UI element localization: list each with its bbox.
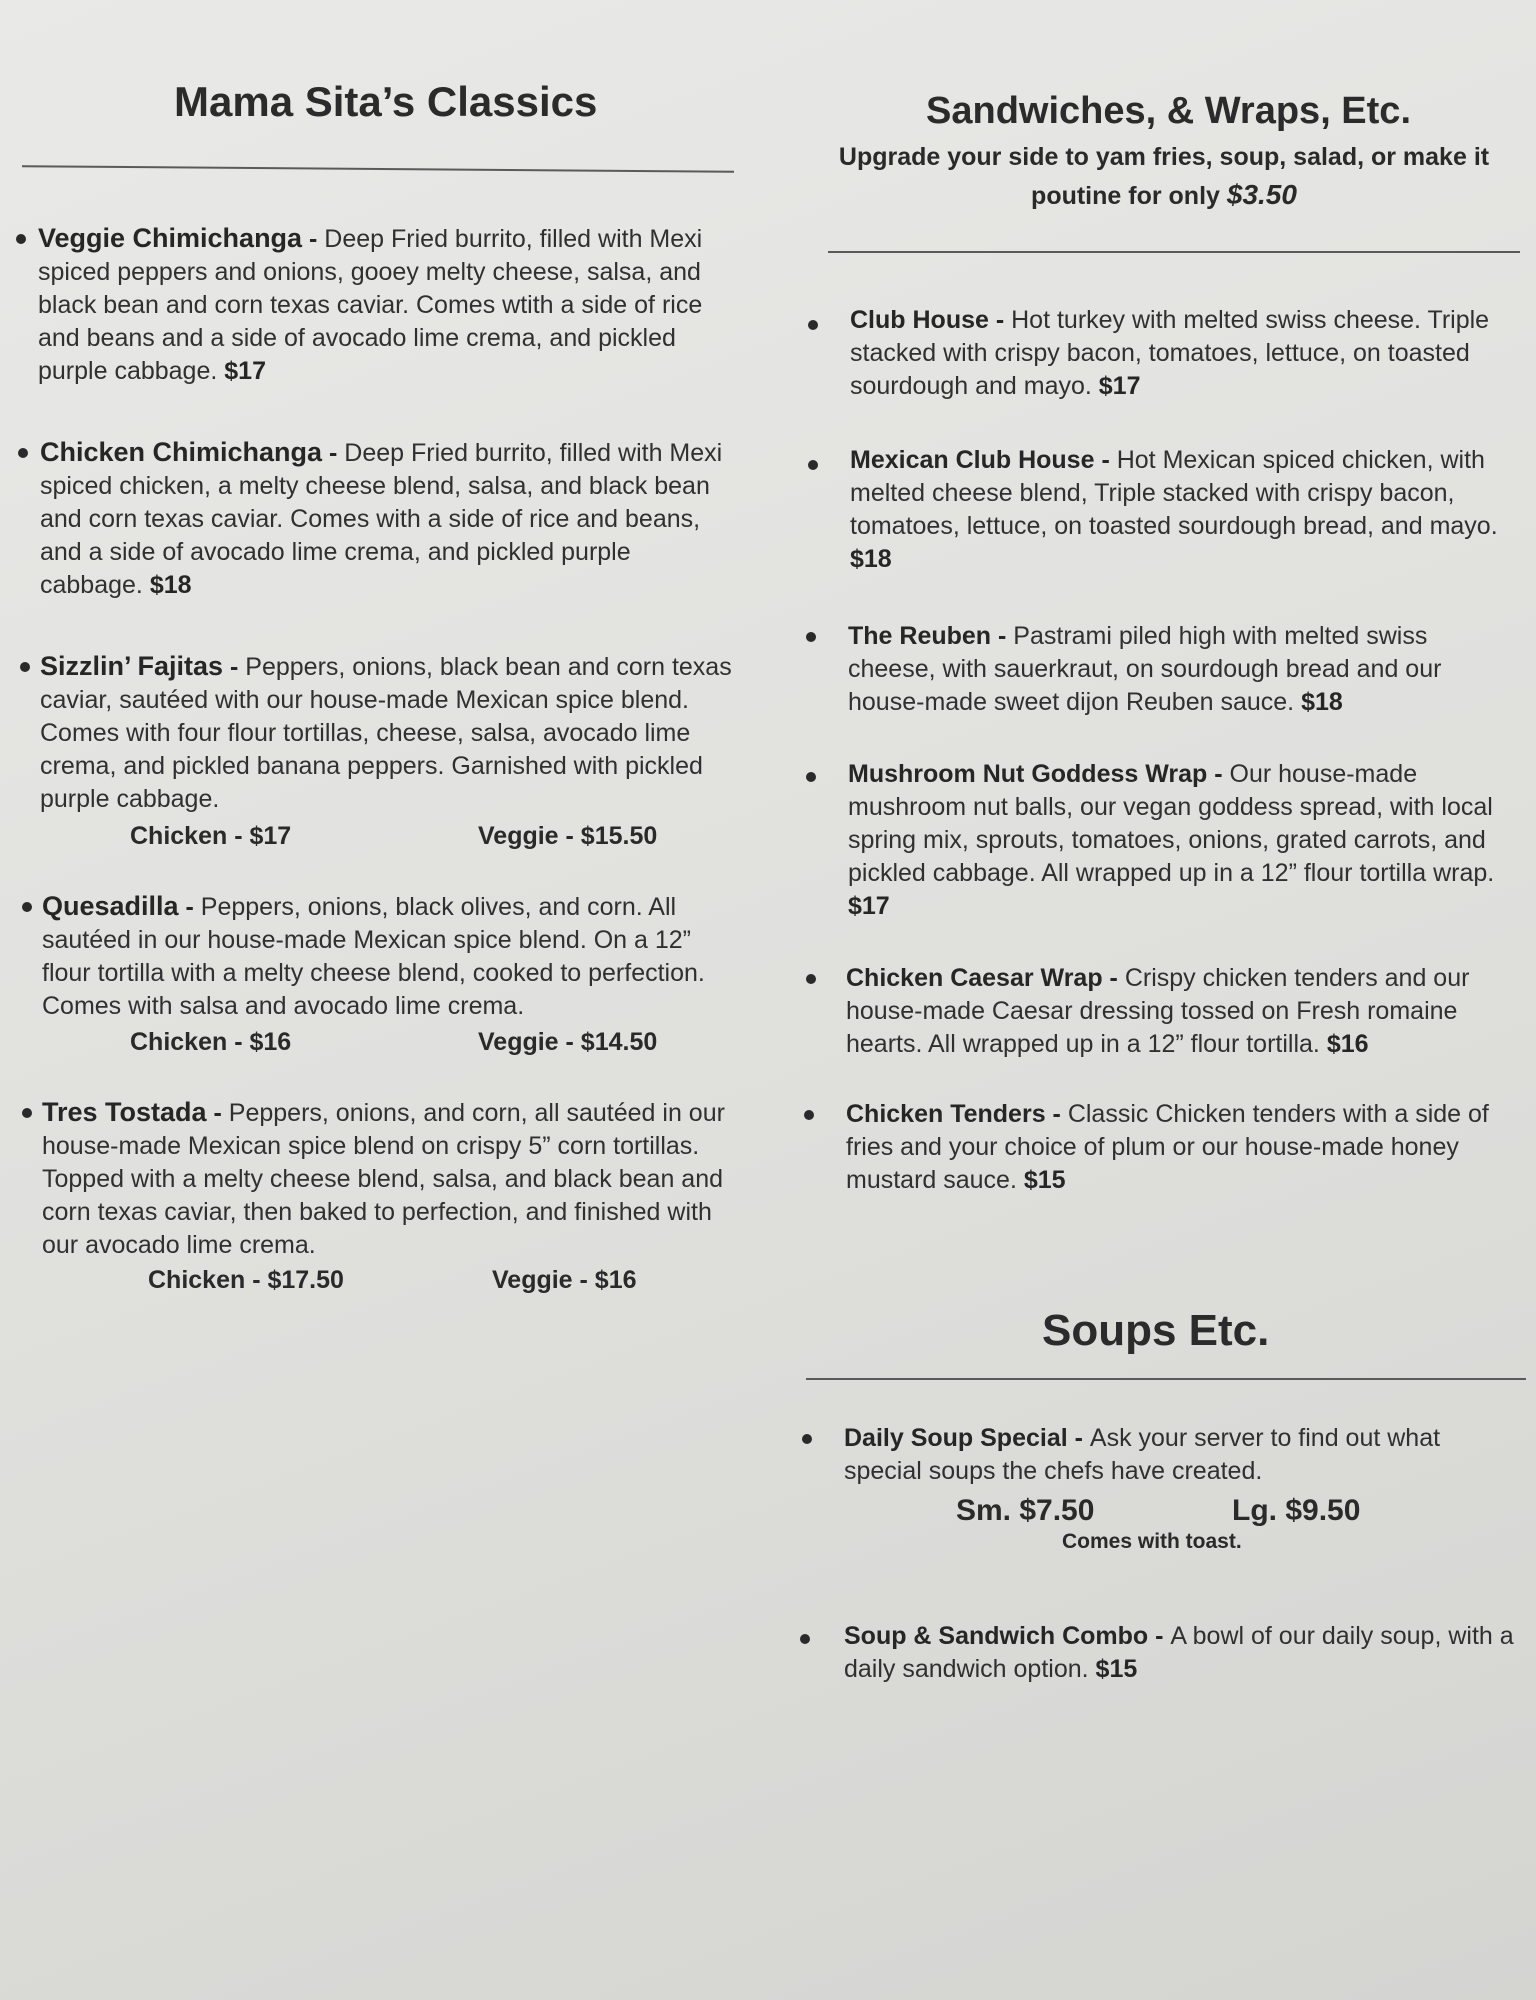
item-description: Peppers, onions, and corn, all sautéed in our house-made Mexican spice blend on crispy 5” corn tortillas. Topped with a melty cheese blend, salsa, and black bean and corn texas caviar, then baked to perfection, and finished with our avocado lime crema. [42, 1099, 725, 1259]
item-price: $18 [149, 571, 192, 599]
bullet-icon [808, 460, 818, 470]
bullet-icon [806, 632, 816, 642]
chicken-price: Chicken - $17 [130, 822, 292, 850]
item-description: Hot turkey with melted swiss cheese. Triple stacked with crispy bacon, tomatoes, lettuce, on toasted sourdough and mayo. [850, 306, 1490, 400]
item-description: Deep Fried burrito, filled with Mexi spiced peppers and onions, gooey melty cheese, salsa, and black bean and corn texas caviar. Comes wtith a side of rice and beans and a side of avocado lime crema, and pickled purple cabbage. [38, 225, 703, 385]
menu-item: Chicken Caesar Wrap - Crispy chicken tenders and our house-made Caesar dressing tossed on Fresh romaine hearts. All wrapped up in a 12” flour tortilla. $16 [846, 964, 1470, 1058]
item-price: $17 [1098, 372, 1141, 400]
upgrade-text: Upgrade your side to yam fries, soup, salad, or make it poutine for only [838, 143, 1490, 210]
item-name: Chicken Caesar Wrap [846, 964, 1103, 992]
item-description: Deep Fried burrito, filled with Mexi spiced chicken, a melty cheese blend, salsa, and black bean and corn texas caviar. Comes with a side of rice and beans, and a side of avocado lime crema, and pickled purple cabbage. [40, 439, 723, 599]
section-title-classics: Mama Sita’s Classics [174, 78, 598, 125]
item-price: $16 [1326, 1030, 1369, 1058]
bullet-icon [808, 320, 818, 330]
small-price: Sm. $7.50 [956, 1494, 1095, 1527]
menu-item: Club House - Hot turkey with melted swiss cheese. Triple stacked with crispy bacon, tomatoes, lettuce, on toasted sourdough and mayo. $17 [850, 306, 1490, 400]
item-price: $18 [850, 545, 892, 573]
item-name: Tres Tostada [42, 1097, 207, 1127]
menu-item: Mexican Club House - Hot Mexican spiced chicken, with melted cheese blend, Triple stacked with crispy bacon, tomatoes, lettuce, on toasted sourdough bread, and mayo. $18 [850, 446, 1498, 573]
bullet-icon [800, 1634, 810, 1644]
item-name: Mushroom Nut Goddess Wrap [848, 760, 1208, 788]
menu-item: Tres Tostada - Peppers, onions, and corn, all sautéed in our house-made Mexican spice blend on crispy 5” corn tortillas. Topped with a melty cheese blend, salsa, and black bean and corn texas caviar, then baked to perfection, and finished with our avocado lime crema. [42, 1097, 725, 1259]
item-description: Classic Chicken tenders with a side of fries and your choice of plum or our house-made honey mustard sauce. [846, 1100, 1489, 1194]
menu-item: Quesadilla - Peppers, onions, black olives, and corn. All sautéed in our house-made Mexican spice blend. On a 12” flour tortilla with a melty cheese blend, cooked to perfection. Comes with salsa and avocado lime crema. [42, 891, 705, 1020]
veggie-price: Veggie - $15.50 [478, 822, 658, 850]
item-name: Chicken Tenders [846, 1100, 1046, 1128]
bullet-icon [806, 772, 816, 782]
item-description: Pastrami piled high with melted swiss cheese, with sauerkraut, on sourdough bread and our house-made sweet dijon Reuben sauce. [848, 622, 1442, 716]
item-description: Hot Mexican spiced chicken, with melted cheese blend, Triple stacked with crispy bacon, tomatoes, lettuce, on toasted sourdough bread, and mayo. [850, 446, 1498, 540]
bullet-icon [18, 448, 28, 458]
section-title-soups: Soups Etc. [1042, 1306, 1270, 1355]
item-name: Club House [850, 306, 989, 334]
item-price: $15 [1023, 1166, 1066, 1194]
menu-item: Veggie Chimichanga - Deep Fried burrito, filled with Mexi spiced peppers and onions, gooey melty cheese, salsa, and black bean and corn texas caviar. Comes wtith a side of rice and beans and a side of avocado lime crema, and pickled purple cabbage. $17 [38, 223, 703, 385]
section-divider [22, 165, 734, 173]
menu-item: The Reuben - Pastrami piled high with melted swiss cheese, with sauerkraut, on sourdough bread and our house-made sweet dijon Reuben sauce. $18 [848, 622, 1442, 716]
item-name: Quesadilla [42, 891, 179, 921]
bullet-icon [22, 1108, 32, 1118]
menu-item: Soup & Sandwich Combo - A bowl of our daily soup, with a daily sandwich option. $15 [844, 1622, 1514, 1683]
item-description: A bowl of our daily soup, with a daily sandwich option. [844, 1622, 1514, 1683]
item-price: $18 [1301, 688, 1343, 716]
chicken-price: Chicken - $17.50 [148, 1266, 344, 1294]
item-description: Crispy chicken tenders and our house-made Caesar dressing tossed on Fresh romaine hearts. All wrapped up in a 12” flour tortilla. [846, 964, 1470, 1058]
veggie-price: Veggie - $14.50 [478, 1028, 658, 1056]
item-name: The Reuben [848, 622, 992, 650]
section-divider [828, 251, 1520, 253]
bullet-icon [20, 662, 30, 672]
chicken-price: Chicken - $16 [130, 1028, 292, 1056]
item-name: Soup & Sandwich Combo [844, 1622, 1149, 1650]
menu-item: Mushroom Nut Goddess Wrap - Our house-made mushroom nut balls, our vegan goddess spread, with local spring mix, sprouts, tomatoes, onions, grated carrots, and pickled cabbage. All wrapped up in a 12” flour tortilla wrap. $17 [848, 760, 1495, 920]
soup-note: Comes with toast. [1062, 1530, 1242, 1553]
item-description: Peppers, onions, black olives, and corn. All sautéed in our house-made Mexican spice blend. On a 12” flour tortilla with a melty cheese blend, cooked to perfection. Comes with salsa and avocado lime crema. [42, 893, 705, 1020]
item-name: Mexican Club House [850, 446, 1095, 474]
bullet-icon [806, 974, 816, 984]
item-description: Peppers, onions, black bean and corn texas caviar, sautéed with our house-made Mexican spice blend. Comes with four flour tortillas, cheese, salsa, avocado lime crema, and pickled banana peppers. Garnished with pickled purple cabbage. [40, 653, 732, 813]
item-name: Daily Soup Special [844, 1424, 1068, 1452]
menu-item: Chicken Tenders - Classic Chicken tenders with a side of fries and your choice of plum or our house-made honey mustard sauce. $15 [846, 1100, 1489, 1194]
large-price: Lg. $9.50 [1232, 1494, 1361, 1527]
bullet-icon [804, 1110, 814, 1120]
bullet-icon [16, 234, 26, 244]
menu-item: Sizzlin’ Fajitas - Peppers, onions, black bean and corn texas caviar, sautéed with our house-made Mexican spice blend. Comes with four flour tortillas, cheese, salsa, avocado lime crema, and pickled banana peppers. Garnished with pickled purple cabbage. [40, 651, 732, 813]
item-description: Our house-made mushroom nut balls, our vegan goddess spread, with local spring mix, sprouts, tomatoes, onions, grated carrots, and pickled cabbage. All wrapped up in a 12” flour tortilla wrap. [848, 760, 1495, 887]
item-price: $17 [848, 892, 890, 920]
bullet-icon [22, 902, 32, 912]
section-divider [806, 1378, 1526, 1380]
bullet-icon [802, 1434, 812, 1444]
upgrade-price: $3.50 [1226, 179, 1297, 210]
item-name: Veggie Chimichanga [38, 223, 303, 253]
upgrade-note [812, 138, 1516, 215]
item-description: Ask your server to find out what special soups the chefs have created. [844, 1424, 1441, 1485]
veggie-price: Veggie - $16 [492, 1266, 637, 1294]
section-title-sandwiches: Sandwiches, & Wraps, Etc. [926, 90, 1412, 132]
menu-item: Chicken Chimichanga - Deep Fried burrito, filled with Mexi spiced chicken, a melty cheese blend, salsa, and black bean and corn texas caviar. Comes with a side of rice and beans, and a side of avocado lime crema, and pickled purple cabbage. $18 [40, 437, 723, 599]
item-price: $17 [224, 357, 266, 385]
item-name: Sizzlin’ Fajitas [40, 651, 224, 681]
item-price: $15 [1095, 1655, 1138, 1683]
item-name: Chicken Chimichanga [40, 437, 323, 467]
menu-item: Daily Soup Special - Ask your server to find out what special soups the chefs have created. [844, 1424, 1441, 1485]
